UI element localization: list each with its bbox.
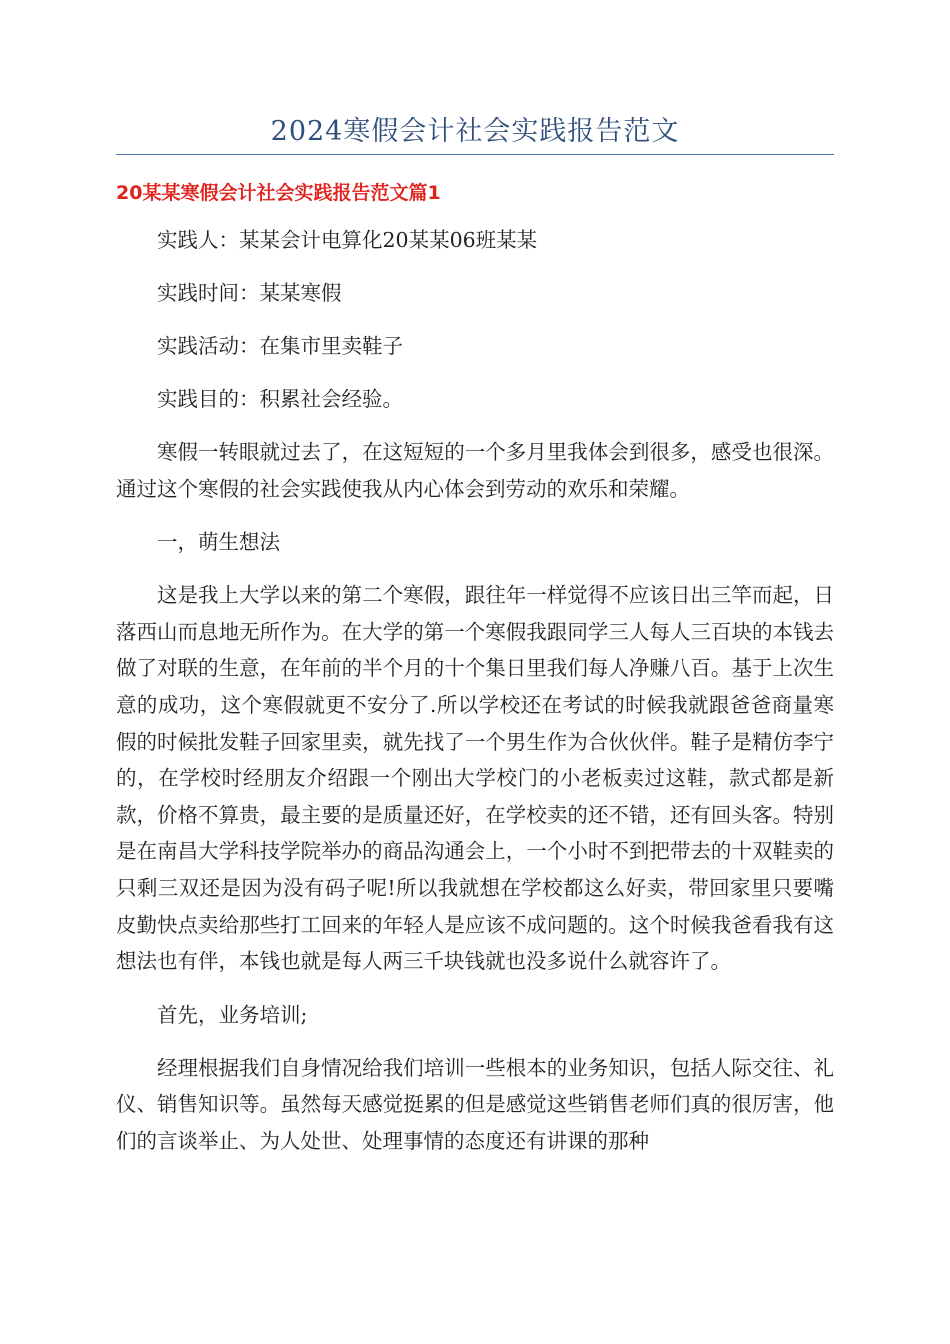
idea-paragraph: 这是我上大学以来的第二个寒假，跟往年一样觉得不应该日出三竿而起，日落西山而息地无所作为。在大学的第一个寒假我跟同学三人每人三百块的本钱去做了对联的生意，在年前的半个月的十个集日里我们每人净赚八百。基于上次生意的成功，这个寒假就更不安分了.所以学校还在考试的时候我就跟爸爸商量寒假的时候批发鞋子回家里卖，就先找了一个男生作为合伙伙伴。鞋子是精仿李宁的，在学校时经朋友介绍跟一个刚出大学校门的小老板卖过这鞋，款式都是新款，价格不算贵，最主要的是质量还好，在学校卖的还不错，还有回头客。特别是在南昌大学科技学院举办的商品沟通会上，一个小时不到把带去的十双鞋卖的只剩三双还是因为没有码子呢!所以我就想在学校都这么好卖，带回家里只要嘴皮勤快点卖给那些打工回来的年轻人是应该不成问题的。这个时候我爸看我有这想法也有伴，本钱也就是每人两三千块钱就也没多说什么就容许了。 (116, 583, 834, 974)
subheading-training: 首先，业务培训; (157, 1002, 308, 1027)
document-body (116, 222, 834, 1177)
practice-activity-line: 实践活动：在集市里卖鞋子 (157, 334, 403, 358)
intro-paragraph: 寒假一转眼就过去了，在这短短的一个多月里我体会到很多，感受也很深。通过这个寒假的社会实践使我从内心体会到劳动的欢乐和荣耀。 (116, 440, 834, 501)
title-underline (116, 154, 834, 155)
page-title: 2024寒假会计社会实践报告范文 (270, 116, 680, 147)
training-paragraph: 经理根据我们自身情况给我们培训一些根本的业务知识，包括人际交往、礼仪、销售知识等。虽然每天感觉挺累的但是感觉这些销售老师们真的很厉害，他们的言谈举止、为人处世、处理事情的态度还有讲课的那种 (116, 1055, 834, 1153)
practice-time-line: 实践时间：某某寒假 (157, 281, 342, 305)
practitioner-line: 实践人：某某会计电算化20某某06班某某 (157, 228, 538, 252)
section-heading: 20某某寒假会计社会实践报告范文篇1 (116, 182, 441, 204)
practice-purpose-line: 实践目的：积累社会经验。 (157, 387, 403, 411)
subheading-idea: 一，萌生想法 (157, 530, 280, 555)
